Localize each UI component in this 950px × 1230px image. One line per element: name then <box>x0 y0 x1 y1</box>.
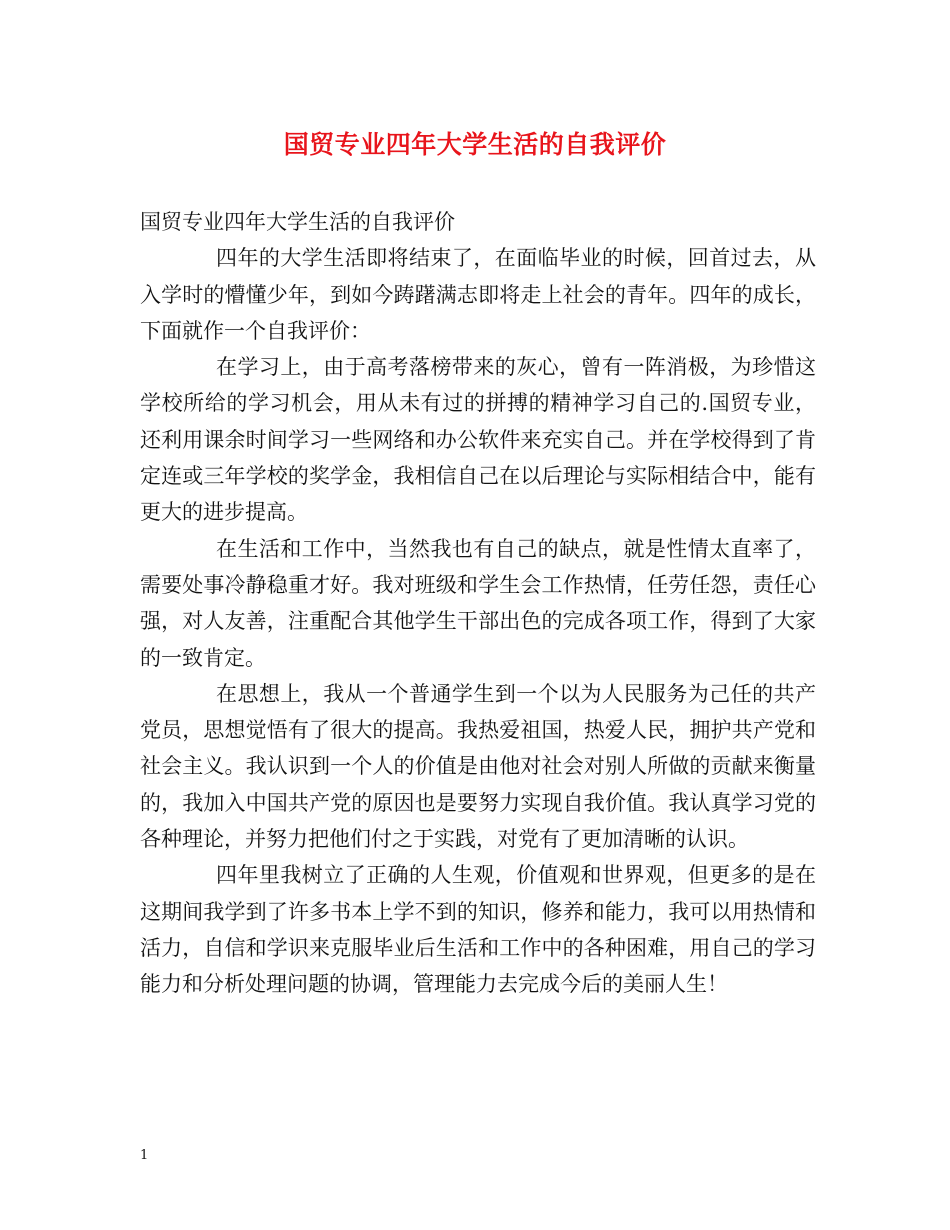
page-number: 1 <box>140 1148 149 1163</box>
paragraph-ideology: 在思想上，我从一个普通学生到一个以为人民服务为己任的共产党员，思想觉悟有了很大的提高。我热爱祖国，热爱人民，拥护共产党和社会主义。我认识到一个人的价值是由他对社会对别人所做的贡献来衡量的，我加入中国共产党的原因也是要努力实现自我价值。我认真学习党的各种理论，并努力把他们付之于实践，对党有了更加清晰的认识。 <box>140 681 816 852</box>
paragraph-conclusion: 四年里我树立了正确的人生观，价值观和世界观，但更多的是在这期间我学到了许多书本上学不到的知识，修养和能力，我可以用热情和活力，自信和学识来克服毕业后生活和工作中的各种困难，用自己的学习能力和分析处理问题的协调，管理能力去完成今后的美丽人生！ <box>140 863 816 997</box>
paragraph-study: 在学习上，由于高考落榜带来的灰心，曾有一阵消极，为珍惜这学校所给的学习机会，用从未有过的拼搏的精神学习自己的.国贸专业，还利用课余时间学习一些网络和办公软件来充实自己。并在学校得到了肯定连或三年学校的奖学金，我相信自己在以后理论与实际相结合中，能有更大的进步提高。 <box>140 355 816 525</box>
document-title: 国贸专业四年大学生活的自我评价 <box>283 130 667 159</box>
paragraph-intro: 四年的大学生活即将结束了，在面临毕业的时候，回首过去，从入学时的懵懂少年，到如今踌躇满志即将走上社会的青年。四年的成长，下面就作一个自我评价： <box>140 246 816 343</box>
paragraph-life-work: 在生活和工作中，当然我也有自己的缺点，就是性情太直率了，需要处事冷静稳重才好。我对班级和学生会工作热情，任劳任怨，责任心强，对人友善，注重配合其他学生干部出色的完成各项工作，得到了大家的一致肯定。 <box>140 536 816 670</box>
document-body <box>140 204 816 1003</box>
document-subtitle: 国贸专业四年大学生活的自我评价 <box>140 210 455 234</box>
